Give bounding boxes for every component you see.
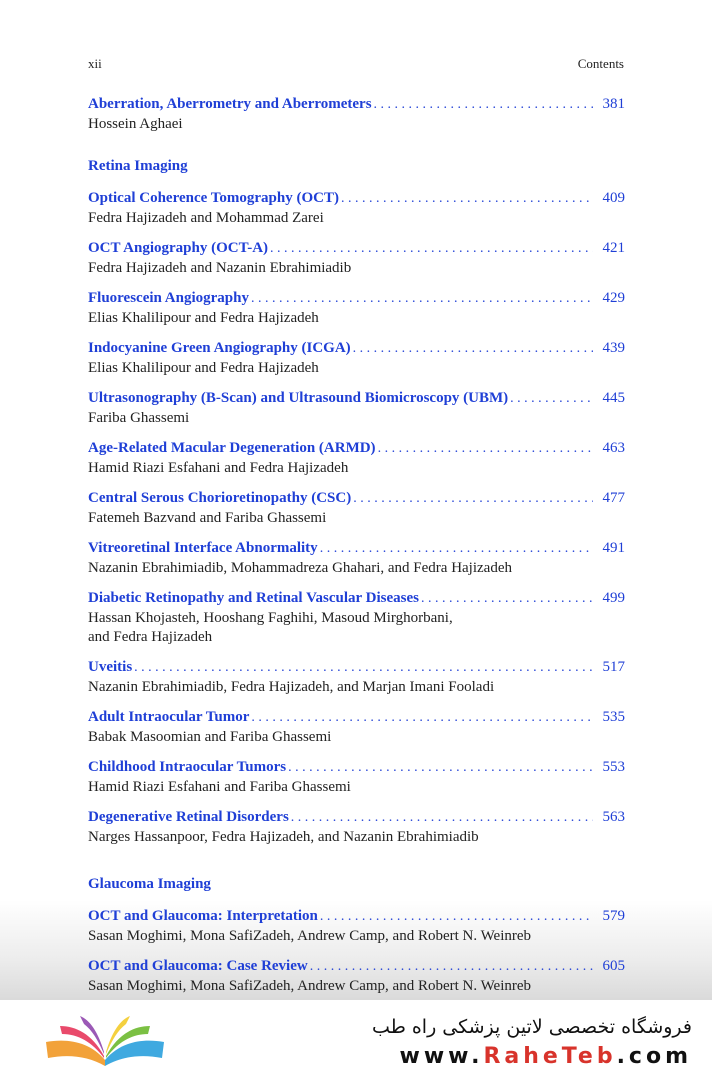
toc-entry[interactable] xyxy=(88,94,625,135)
toc-entry-page[interactable]: 491 xyxy=(602,539,625,556)
leader-dots xyxy=(320,539,593,559)
toc-entry[interactable] xyxy=(88,438,625,479)
toc-entry-authors: Fatemeh Bazvand and Fariba Ghassemi xyxy=(88,509,327,526)
toc-entry-page[interactable]: 499 xyxy=(602,589,625,606)
toc-entry-authors: Fedra Hajizadeh and Mohammad Zarei xyxy=(88,209,324,226)
toc-entry-title[interactable]: OCT Angiography (OCT-A) xyxy=(88,239,269,256)
leader-dots xyxy=(510,389,593,409)
toc-entry-title[interactable]: OCT and Glaucoma: Case Review xyxy=(88,957,308,974)
toc-entry-authors: Fedra Hajizadeh and Nazanin Ebrahimiadib xyxy=(88,259,352,276)
leader-dots xyxy=(251,708,593,728)
toc-entry-authors: Elias Khalilipour and Fedra Hajizadeh xyxy=(88,359,319,376)
toc-entry-authors: Fariba Ghassemi xyxy=(88,409,190,426)
toc-entry-title[interactable]: Childhood Intraocular Tumors xyxy=(88,759,287,775)
leader-dots xyxy=(374,95,593,115)
url-brand: RaheTeb xyxy=(483,1044,617,1069)
toc-entry-page[interactable]: 535 xyxy=(602,709,625,725)
open-book-rainbow-logo-icon xyxy=(40,1012,170,1072)
toc-entry-authors: Sasan Moghimi, Mona SafiZadeh, Andrew Camp, and Robert N. Weinreb xyxy=(88,977,532,994)
url-prefix: www. xyxy=(399,1044,484,1069)
section-heading-retina[interactable]: Retina Imaging xyxy=(88,157,188,174)
leader-dots xyxy=(288,758,593,778)
running-head xyxy=(88,56,624,72)
toc-entry[interactable] xyxy=(88,388,625,429)
store-name-persian: فروشگاه تخصصی لاتین پزشکی راه طب xyxy=(372,1016,692,1038)
toc-entry-page[interactable]: 579 xyxy=(602,907,625,924)
toc-entry[interactable] xyxy=(88,757,625,798)
toc-entry-authors: Nazanin Ebrahimiadib, Fedra Hajizadeh, and Marjan Imani Fooladi xyxy=(88,679,495,695)
toc-entry-title[interactable]: Adult Intraocular Tumor xyxy=(88,709,250,725)
leader-dots xyxy=(310,957,593,977)
toc-entry-authors: Nazanin Ebrahimiadib, Mohammadreza Ghahari, and Fedra Hajizadeh xyxy=(88,559,512,576)
toc-entry-page[interactable]: 605 xyxy=(602,957,625,974)
toc-entry-title[interactable]: Optical Coherence Tomography (OCT) xyxy=(88,189,339,206)
leader-dots xyxy=(134,658,593,678)
leader-dots xyxy=(353,339,593,359)
toc-entry-title[interactable]: Age-Related Macular Degeneration (ARMD) xyxy=(88,439,376,456)
toc-entry-authors: Elias Khalilipour and Fedra Hajizadeh xyxy=(88,309,319,326)
toc-entry-page[interactable]: 429 xyxy=(602,289,625,306)
toc-entry-authors: Babak Masoomian and Fariba Ghassemi xyxy=(88,729,332,745)
leader-dots xyxy=(320,907,593,927)
toc-entry[interactable] xyxy=(88,807,625,848)
toc-entry-title[interactable]: Vitreoretinal Interface Abnormality xyxy=(88,539,318,556)
url-suffix: .com xyxy=(616,1044,692,1069)
toc-entry-authors: Hamid Riazi Esfahani and Fedra Hajizadeh xyxy=(88,459,349,476)
toc-entry-title[interactable]: OCT and Glaucoma: Interpretation xyxy=(88,907,318,924)
watermark-footer xyxy=(0,1000,712,1079)
toc-entry[interactable] xyxy=(88,657,625,698)
toc-entry-page[interactable]: 463 xyxy=(602,439,625,456)
leader-dots xyxy=(378,439,593,459)
toc-entry-authors: Narges Hassanpoor, Fedra Hajizadeh, and Nazanin Ebrahimiadib xyxy=(88,829,479,845)
page-number: xii xyxy=(88,56,102,71)
toc-entry-page[interactable]: 553 xyxy=(602,759,625,775)
toc-entry-page[interactable]: 477 xyxy=(602,489,625,506)
toc-entry[interactable] xyxy=(88,538,625,579)
toc-entry-authors-continued: and Fedra Hajizadeh xyxy=(88,629,213,645)
toc-entry[interactable] xyxy=(88,238,625,279)
running-title: Contents xyxy=(577,56,624,71)
toc-entry-page[interactable]: 445 xyxy=(602,389,625,406)
store-url[interactable] xyxy=(400,1044,693,1069)
toc-entry[interactable] xyxy=(88,707,625,748)
toc-entry-authors: Hassan Khojasteh, Hooshang Faghihi, Masoud Mirghorbani, xyxy=(88,609,453,626)
toc-entry-page[interactable]: 409 xyxy=(602,189,625,206)
toc-entry-page[interactable]: 439 xyxy=(602,339,625,356)
leader-dots xyxy=(291,808,593,828)
toc-entry-title[interactable]: Degenerative Retinal Disorders xyxy=(88,809,289,825)
toc-entry[interactable] xyxy=(88,338,625,379)
toc-entry-page[interactable]: 381 xyxy=(602,96,625,112)
toc-entry-title[interactable]: Diabetic Retinopathy and Retinal Vascular Diseases xyxy=(88,589,419,606)
toc-entry[interactable] xyxy=(88,956,625,997)
toc-entry-authors: Hossein Aghaei xyxy=(88,116,183,132)
toc-entry[interactable] xyxy=(88,906,625,947)
leader-dots xyxy=(341,189,593,209)
toc-entry-authors: Hamid Riazi Esfahani and Fariba Ghassemi xyxy=(88,779,351,795)
toc-entry-authors: Sasan Moghimi, Mona SafiZadeh, Andrew Camp, and Robert N. Weinreb xyxy=(88,927,532,944)
toc-entry[interactable] xyxy=(88,588,625,648)
toc-entry-title[interactable]: Aberration, Aberrometry and Aberrometers xyxy=(88,96,372,112)
toc-entry[interactable] xyxy=(88,488,625,529)
toc-entry-title[interactable]: Central Serous Chorioretinopathy (CSC) xyxy=(88,489,352,506)
toc-entry-title[interactable]: Fluorescein Angiography xyxy=(88,289,249,306)
table-of-contents xyxy=(88,94,625,1006)
leader-dots xyxy=(421,589,593,609)
toc-entry[interactable] xyxy=(88,188,625,229)
toc-entry-title[interactable]: Ultrasonography (B-Scan) and Ultrasound Biomicroscopy (UBM) xyxy=(88,389,509,406)
leader-dots xyxy=(251,289,593,309)
leader-dots xyxy=(353,489,593,509)
toc-entry-page[interactable]: 563 xyxy=(602,809,625,825)
section-heading-glaucoma[interactable]: Glaucoma Imaging xyxy=(88,875,211,892)
toc-entry-page[interactable]: 517 xyxy=(602,659,625,675)
leader-dots xyxy=(270,239,593,259)
toc-entry-title[interactable]: Uveitis xyxy=(88,659,133,675)
toc-entry[interactable] xyxy=(88,288,625,329)
toc-entry-page[interactable]: 421 xyxy=(602,239,625,256)
toc-entry-title[interactable]: Indocyanine Green Angiography (ICGA) xyxy=(88,339,351,356)
